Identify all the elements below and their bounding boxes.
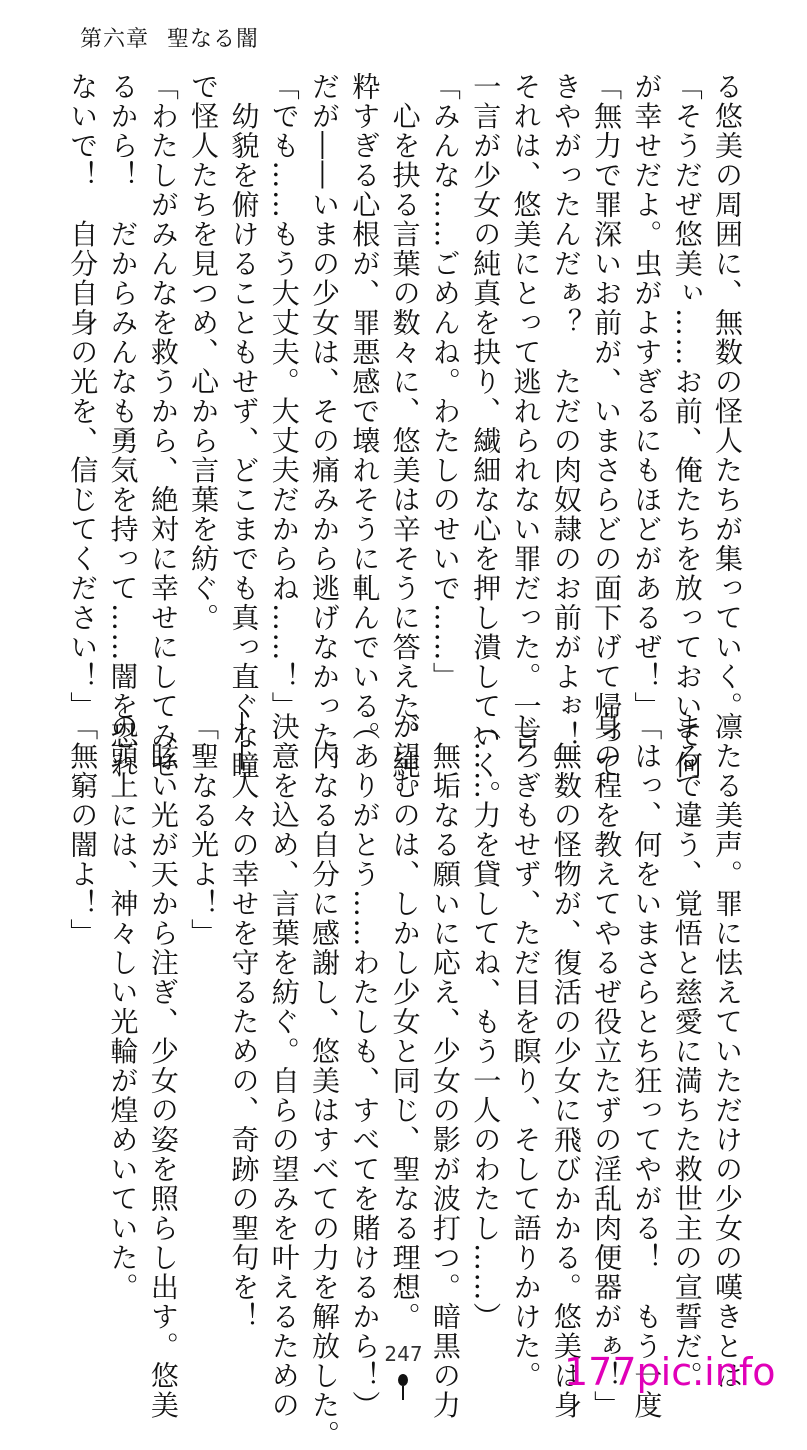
text-column: きやがったんだぁ？ ただの肉奴隷のお前がよぉ！」 (549, 72, 583, 780)
text-column: 無数の怪物が、復活の少女に飛びかかる。悠美は身 (549, 712, 583, 1420)
text-column: が幸せだよ。虫がよすぎるにもほどがあるぜ！」 (630, 72, 664, 721)
text-column: 凛たる美声。罪に怯えていただけの少女の嘆きとは (711, 712, 744, 1391)
text-column: 「でも……もう大丈夫。大丈夫だからね……！」 (267, 72, 301, 721)
text-column: で怪人たちを見つめ、心から言葉を紡ぐ。 (187, 72, 221, 633)
text-column: それは、悠美にとって逃れられない罪だった。一言 (509, 72, 543, 751)
text-column: だが――いまの少女は、その痛みから逃げなかった。 (308, 72, 342, 780)
text-column: 眩い光が天から注ぎ、少女の姿を照らし出す。悠美 (146, 712, 180, 1420)
text-column: 粋すぎる心根が、罪悪感で壊れそうに軋んでいる。 (348, 72, 382, 751)
text-column: （ありがとう……わたしも、すべてを賭けるから！） (348, 712, 382, 1420)
text-column: るから！ だからみんなも勇気を持って……闇を恐れ (106, 72, 140, 780)
chapter-number: 第六章 (80, 27, 150, 52)
text-column: る悠美の周囲に、無数の怪人たちが集っていく。 (711, 72, 744, 721)
text-column: 「聖なる光よ！」 (187, 712, 221, 948)
text-column: まるで違う、覚悟と慈愛に満ちた救世主の宣誓だ。 (670, 712, 704, 1391)
page-marker-stem (402, 1386, 404, 1400)
text-column: ――人々の幸せを守るための、奇跡の聖句を！ (227, 712, 261, 1332)
text-column: ないで！ 自分自身の光を、信じてください！」 (66, 72, 100, 721)
chapter-header (80, 22, 259, 53)
text-block-top (66, 72, 747, 810)
page-marker-icon (398, 1374, 408, 1386)
text-column: 「無力で罪深いお前が、いまさらどの面下げて帰って (590, 72, 624, 780)
text-column: 心を抉る言葉の数々に、悠美は辛そうに答えた。純 (388, 72, 422, 780)
text-column: 内なる自分に感謝し、悠美はすべての力を解放した。 (308, 712, 342, 1450)
text-column: 「そうだぜ悠美ぃ……お前、俺たちを放っておいて何 (670, 72, 704, 780)
text-column: じろぎもせず、ただ目を瞑り、そして語りかけた。 (509, 712, 543, 1391)
text-column: 決意を込め、言葉を紡ぐ。自らの望みを叶えるための (267, 712, 301, 1420)
text-column: 「わたしがみんなを救うから、絶対に幸せにしてみせ (146, 72, 180, 780)
text-column: 幼貌を俯けることもせず、どこまでも真っ直ぐな瞳 (227, 72, 261, 780)
text-column: 無垢なる願いに応え、少女の影が波打つ。暗黒の力 (428, 712, 462, 1420)
text-column: 「みんな……ごめんね。わたしのせいで……」 (428, 72, 462, 692)
page-number: 247 (384, 1342, 423, 1366)
text-column: の頭上には、神々しい光輪が煌めいていた。 (106, 712, 140, 1302)
text-column: （……力を貸してね、もう一人のわたし……） (469, 712, 503, 1332)
text-column: 一言が少女の純真を抉り、繊細な心を押し潰していく。 (469, 72, 503, 810)
text-column: 「無窮の闇よ！」 (66, 712, 100, 948)
text-column: が望むのは、しかし少女と同じ、聖なる理想。 (388, 712, 422, 1332)
text-column: 「はっ、何をいまさらとち狂ってやがる！ もう一度 (630, 712, 664, 1420)
text-column: 身の程を教えてやるぜ役立たずの淫乱肉便器がぁ！」 (590, 712, 624, 1420)
watermark: 177pic.info (564, 1350, 776, 1394)
chapter-title: 聖なる闇 (167, 27, 260, 52)
